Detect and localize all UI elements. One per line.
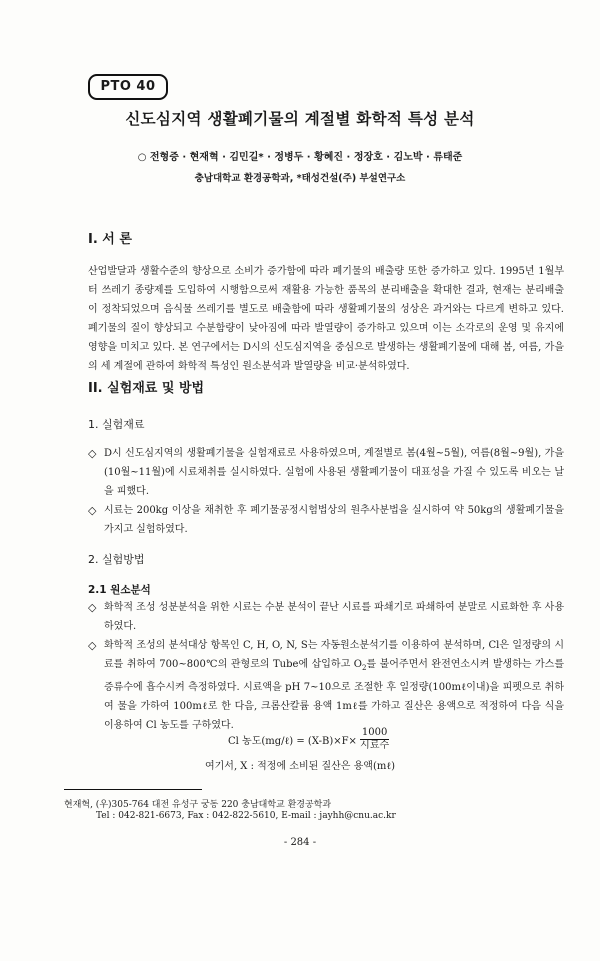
- analysis-item-2-text-b: 를 불어주면서 완전연소시켜 발생하는 가스를 증류수에 흡수시켜 측정하였다. 시료액을 pH 7~10으로 조절한 후 일정량(100mℓ이내)을 피펫으로 취하여 물을 가하여 100mℓ로 한 다음, 크롬산칼륨 용액 1mℓ를 가하고 질산은 용액으로 적정하여 다음 식을 이용하여 Cl 농도를 구하였다.: [104, 659, 564, 731]
- materials-item-2-text: 시료는 200kg 이상을 채취한 후 폐기물공정시험법상의 원추사분법을 실시하여 약 50kg의 생활폐기물을 가지고 실험하였다.: [104, 505, 564, 535]
- methods-heading: II. 실험재료 및 방법: [88, 381, 205, 396]
- footnote-address: 현재혁, (우)305-764 대전 유성구 궁동 220 충남대학교 환경공학과: [64, 800, 332, 810]
- materials-item-2: [88, 501, 564, 539]
- page-number: - 284 -: [283, 837, 317, 848]
- cl-formula: [228, 727, 389, 752]
- intro-heading: I. 서 론: [88, 232, 132, 247]
- analysis-item-1: [88, 598, 564, 636]
- affiliation: 충남대학교 환경공학과, *태성건설(주) 부설연구소: [194, 173, 406, 184]
- formula-numerator: 1000: [361, 727, 388, 738]
- footnote-contact: Tel : 042-821-6673, Fax : 042-822-5610, E-mail : jayhh@cnu.ac.kr: [96, 811, 396, 821]
- materials-heading: 1. 실험재료: [88, 418, 145, 431]
- session-badge: PTO 40: [88, 74, 168, 100]
- elemental-analysis-heading: 2.1 원소분석: [88, 584, 151, 596]
- formula-fraction: [360, 727, 389, 752]
- formula-denominator: 시료수: [360, 740, 390, 751]
- author-list: ○ 전형증 · 현재혁 · 김민길* · 정병두 · 황혜진 · 정장호 · 김노박 · 류태준: [137, 152, 463, 163]
- diamond-bullet-icon: ◇: [88, 504, 97, 517]
- o2-subscript: 2: [361, 664, 367, 672]
- diamond-bullet-icon: ◇: [88, 639, 97, 652]
- formula-lhs: Cl 농도(mg/ℓ) = (X-B)×F×: [228, 736, 357, 747]
- diamond-bullet-icon: ◇: [88, 601, 97, 614]
- analysis-item-2: [88, 636, 564, 735]
- methods-subheading: 2. 실험방법: [88, 553, 145, 566]
- intro-paragraph: 산업발달과 생활수준의 향상으로 소비가 증가함에 따라 폐기물의 배출량 또한 증가하고 있다. 1995년 1월부터 쓰레기 종량제를 도입하여 시행함으로써 재활용 가능한 품목의 분리배출을 확대한 결과, 현재는 분리배출이 정착되었으며 음식물 쓰레기를 별도로 배출함에 따라 생활폐기물의 성상은 과거와는 다르게 변하고 있다. 폐기물의 질이 향상되고 수분함량이 낮아짐에 따라 발열량이 증가하고 있으며 이는 소각로의 운영 및 유지에 영향을 미치고 있다. 본 연구에서는 D시의 신도심지역을 중심으로 발생하는 생활폐기물에 대해 봄, 여름, 가을의 세 계절에 관하여 화학적 특성인 원소분석과 발열량을 비교·분석하였다.: [88, 266, 564, 372]
- diamond-bullet-icon: ◇: [88, 447, 97, 460]
- paper-title: 신도심지역 생활폐기물의 계절별 화학적 특성 분석: [125, 110, 475, 128]
- materials-item-1-text: D시 신도심지역의 생활폐기물을 실험재료로 사용하였으며, 계절별로 봄(4월~5월), 여름(8월~9월), 가을(10월~11월)에 시료채취를 실시하였다. 실험에 사용된 생활폐기물이 대표성을 가질 수 있도록 비오는 날을 피했다.: [104, 448, 564, 497]
- materials-item-1: [88, 444, 564, 501]
- footnote-divider: [64, 789, 202, 790]
- formula-where: 여기서, X : 적정에 소비된 질산은 용액(mℓ): [204, 761, 396, 772]
- analysis-item-1-text: 화학적 조성 성분분석을 위한 시료는 수분 분석이 끝난 시료를 파쇄기로 파쇄하여 분말로 시료화한 후 사용하였다.: [104, 602, 564, 632]
- analysis-item-2-text-a: 화학적 조성의 분석대상 항목인 C, H, O, N, S는 자동원소분석기를 이용하여 분석하며, Cl은 일정량의 시료를 취하여 700~800℃의 관형로의 Tube에 삽입하고 O: [104, 640, 564, 670]
